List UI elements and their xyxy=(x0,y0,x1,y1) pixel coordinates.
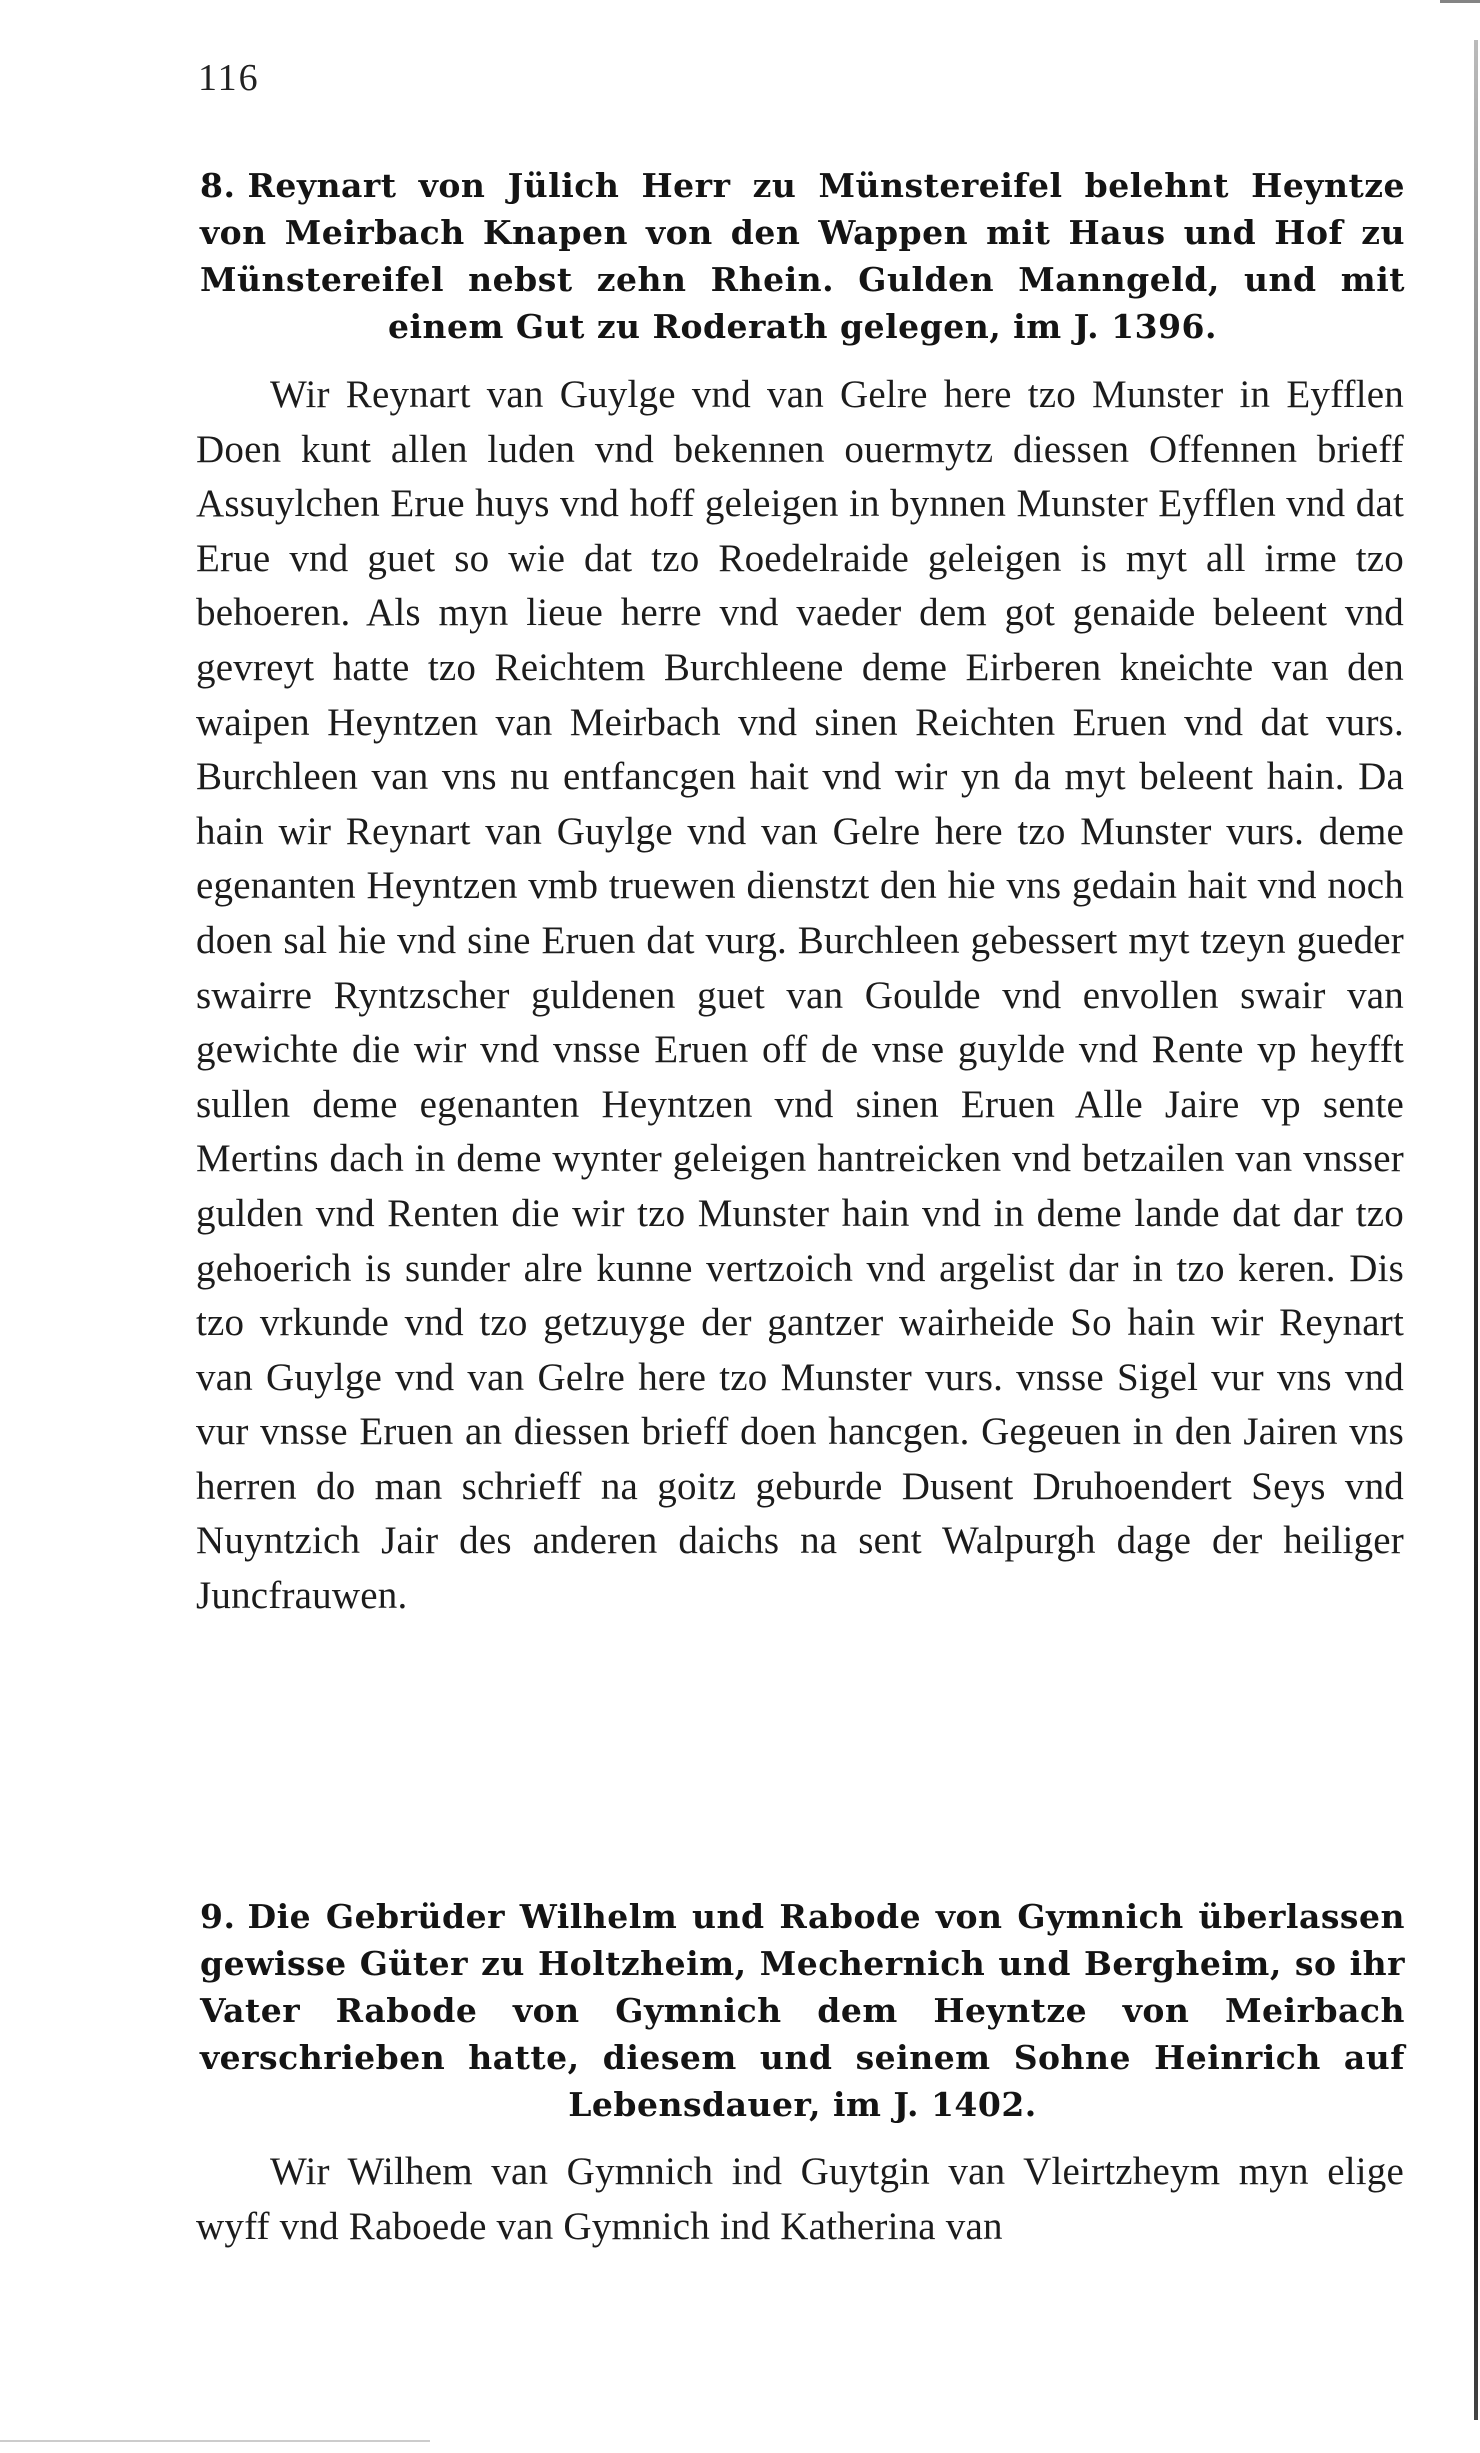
section-8-heading xyxy=(200,162,1405,350)
section-8-heading-text: Reynart von Jülich Herr zu Münstereifel belehnt Heyntze von Meirbach Knapen von den Wappen mit Haus und Hof zu Münstereifel nebst zehn Rhein. Gulden Manngeld, und mit einem Gut zu Roderath gelegen, im J. 1396. xyxy=(200,166,1405,346)
scan-bottom-rule xyxy=(0,2440,430,2442)
scan-corner-mark xyxy=(1440,0,1480,33)
section-9-heading-text: Die Gebrüder Wilhelm und Rabode von Gymnich überlassen gewisse Güter zu Holtzheim, Mechernich und Bergheim, so ihr Vater Rabode von Gymnich dem Heyntze von Meirbach verschrieben hatte, diesem und seinem Sohne Heinrich auf Lebensdauer, im J. 1402. xyxy=(200,1897,1405,2124)
section-8-number: 8. xyxy=(200,166,236,205)
section-9-body-text: Wir Wilhem van Gymnich ind Guytgin van Vleirtzheym myn elige wyff vnd Raboede van Gymnich ind Katherina van xyxy=(196,2150,1404,2248)
section-9-heading xyxy=(200,1893,1405,2128)
section-8-body-text: Wir Reynart van Guylge vnd van Gelre here tzo Munster in Eyfflen Doen kunt allen luden vnd bekennen ouermytz diessen Offennen brieff Assuylchen Erue huys vnd hoff geleigen in bynnen Munster Eyfflen vnd dat Erue vnd guet so wie dat tzo Roedelraide geleigen is myt all irme tzo behoeren. Als myn lieue herre vnd vaeder dem got genaide beleent vnd gevreyt hatte tzo Reichtem Burchleene deme Eirberen kneichte van den waipen Heyntzen van Meirbach vnd sinen Reichten Eruen vnd dat vurs. Burchleen van vns nu entfancgen hait vnd wir yn da myt beleent hain. Da hain wir Reynart van Guylge vnd van Gelre here tzo Munster vurs. deme egenanten Heyntzen vmb truewen dienstzt den hie vns gedain hait vnd noch doen sal hie vnd sine Eruen dat vurg. Burchleen gebessert myt tzeyn gueder swairre Ryntzscher guldenen guet van Goulde vnd envollen swair van gewichte die wir vnd vnsse Eruen off de vnse guylde vnd Rente vp heyfft sullen deme egenanten Heyntzen vnd sinen Eruen Alle Jaire vp sente Mertins dach in deme wynter geleigen hantreicken vnd betzailen van vnsser gulden vnd Renten die wir tzo Munster hain vnd in deme lande dat dar tzo gehoerich is sunder alre kunne vertzoich vnd argelist dar in tzo keren. Dis tzo vrkunde vnd tzo getzuyge der gantzer wairheide So hain wir Reynart van Guylge vnd van Gelre here tzo Munster vurs. vnsse Sigel vur vns vnd vur vnsse Eruen an diessen brieff doen hancgen. Gegeuen in den Jairen vns herren do man schrieff na goitz geburde Dusent Druhoendert Seys vnd Nuyntzich Jair des anderen daichs na sent Walpurgh dage der heiliger Juncfrauwen. xyxy=(196,373,1404,1618)
section-9-number: 9. xyxy=(200,1897,236,1936)
page-edge-line xyxy=(1474,40,1478,2420)
page-number: 116 xyxy=(198,57,260,99)
